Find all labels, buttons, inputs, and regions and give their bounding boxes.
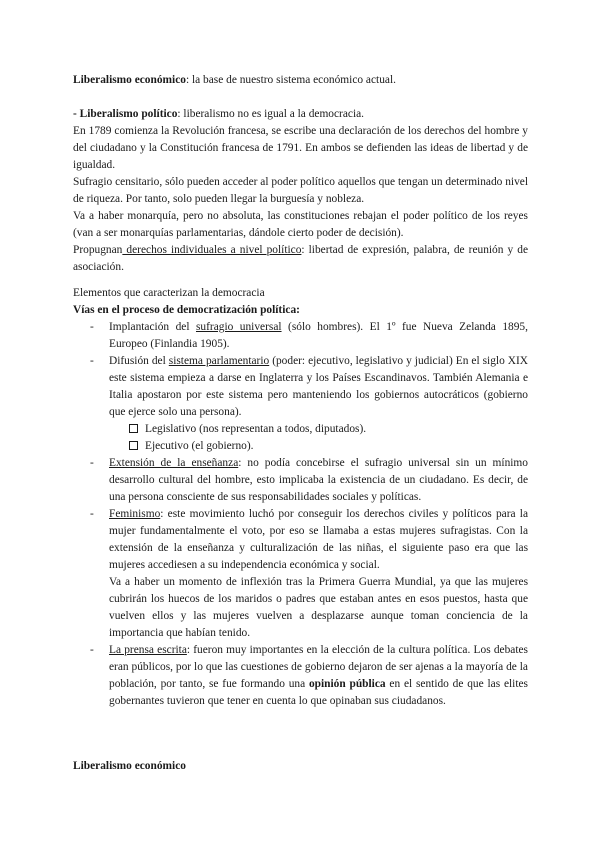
paragraph-census-suffrage: Sufragio censitario, sólo pueden acceder al poder político aquellos que tengan un determinado nivel de riqueza. Por tanto, solo pueden llegar la burguesía y nobleza. — [73, 176, 528, 205]
list-item-press: - La prensa escrita: fueron muy importantes en la elección de la cultura política. Los debates eran públicos, por lo que las cuestiones de gobierno dejaron de ser ajenas a la mayoría de la población, por tanto, se fue formando una opinión pública en el sentido de que las elites gobernantes tuvieron que tener en cuenta lo que opinaban sus ciudadanos. — [90, 644, 528, 707]
checkbox-icon — [129, 424, 138, 433]
dash-bullet: - — [90, 508, 94, 520]
list-item-education: - Extensión de la enseñanza: no podía concebirse el sufragio universal sin un mínimo desarrollo cultural del hombre, esto implicaba la existencia de un ciudadano. Es decir, de una persona consciente de sus responsabilidades sociales y políticas. — [90, 457, 528, 503]
dash-bullet: - — [90, 321, 94, 333]
dash-bullet: - — [90, 644, 94, 656]
dash-bullet: - — [90, 355, 94, 367]
text: : liberalismo no es igual a la democracia. — [177, 108, 365, 120]
underlined-term: sistema parlamentario — [168, 355, 270, 367]
checkbox-item-executive: Ejecutivo (el gobierno). — [73, 438, 528, 455]
list-item-parliamentary-system: - Difusión del sistema parlamentario (poder: ejecutivo, legislativo y judicial) En el siglo XIX este sistema empieza a darse en Inglaterra y los Países Escandinavos. También Alemania e Italia apostaron por este sistema pero manteniendo los gobiernos autocráticos (gobierno que ejerce solo una persona). — [90, 355, 529, 418]
underlined-term: Extensión de la enseñanza — [109, 457, 239, 469]
section-political-liberalism — [73, 106, 528, 276]
underlined-term: La prensa escrita — [109, 644, 187, 656]
paragraph-political-liberalism — [73, 106, 528, 123]
checkbox-icon — [129, 441, 138, 450]
section-economic-liberalism — [73, 758, 528, 775]
subheading-democratization: Vías en el proceso de democratización política: — [73, 304, 300, 316]
heading-inline: Liberalismo económico — [73, 74, 186, 86]
paragraph-first-world-war: Va a haber un momento de inflexión tras la Primera Guerra Mundial, ya que las mujeres cubrirán los huecos de los maridos o padres que estaban antes en esos puestos, hasta que vuelven ellos y las mujeres vuelven a desplazarse aunque toman conciencia de la importancia que habían tenido. — [109, 576, 528, 639]
checkbox-item-legislative: Legislativo (nos representan a todos, diputados). — [73, 421, 528, 438]
heading-inline: - Liberalismo político — [73, 108, 178, 120]
underlined-term: Feminismo — [109, 508, 161, 520]
paragraph-economic-liberalism-intro — [73, 72, 528, 89]
paragraph-democracy-elements: Elementos que caracterizan la democracia — [73, 287, 265, 299]
list-item-universal-suffrage: - Implantación del sufragio universal (sólo hombres). El 1º fue Nueva Zelanda 1895, Europeo (Finlandia 1905). — [90, 321, 528, 350]
paragraph-individual-rights: Propugnan derechos individuales a nivel político: libertad de expresión, palabra, de reunión y de asociación. — [73, 244, 528, 273]
paragraph-monarchy: Va a haber monarquía, pero no absoluta, las constituciones rebajan el poder político de los reyes (van a ser monarquías parlamentarias, dándole cierto poder de decisión). — [73, 210, 528, 239]
section-democracy — [73, 285, 528, 710]
underlined-term: derechos individuales a nivel político — [122, 244, 302, 256]
text: : la base de nuestro sistema económico actual. — [185, 74, 396, 86]
heading-economic-liberalism: Liberalismo económico — [73, 760, 186, 772]
underlined-term: sufragio universal — [195, 321, 282, 333]
dash-bullet: - — [90, 457, 94, 469]
bold-term: opinión pública — [308, 678, 386, 690]
paragraph-french-revolution: En 1789 comienza la Revolución francesa, se escribe una declaración de los derechos del hombre y del ciudadano y la Constitución francesa de 1791. En ambos se defienden las ideas de libertad y de igualdad. — [73, 125, 528, 171]
list-item-feminism: - Feminismo: este movimiento luchó por conseguir los derechos civiles y políticos para la mujer fundamentalmente el voto, por eso se llamaba a estas mujeres sufragistas. Con la extensión de la enseñanza y culturalización de las niñas, el siguiente paso era que las mujeres accediesen a su independencia económica y social. Va a haber un momento de inflexión tras la Primera Guerra Mundial, ya que las mujeres cubrirán los huecos de los maridos o padres que estaban antes en esos puestos, hasta que vuelven ellos y las mujeres vuelven a desplazarse aunque toman conciencia de la importancia que habían tenido. — [73, 506, 528, 642]
